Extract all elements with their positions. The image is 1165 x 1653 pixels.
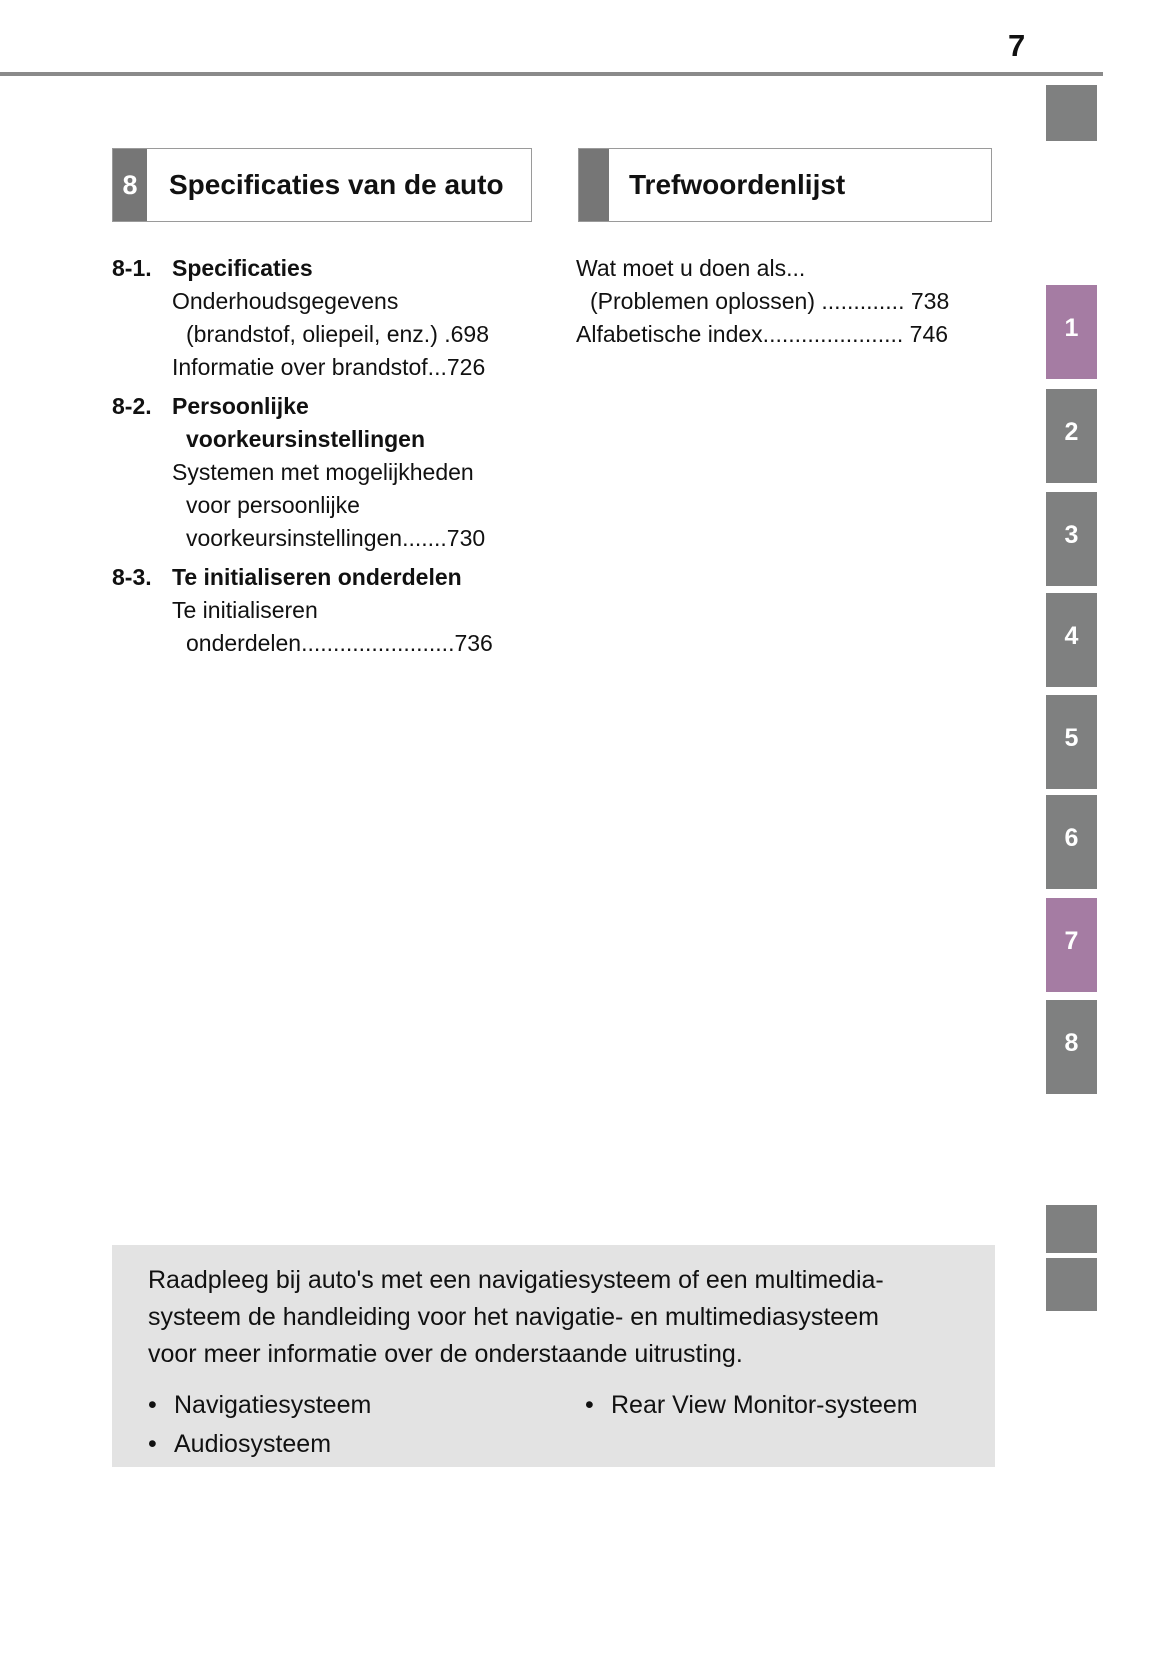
bullet-label: Audiosysteem bbox=[174, 1430, 332, 1458]
notice-bullet-column-right bbox=[585, 1386, 918, 1464]
toc-section-8-1 bbox=[112, 252, 542, 384]
notice-bullet-column-left bbox=[148, 1386, 585, 1464]
chapter-tab-5: 5 bbox=[1046, 695, 1097, 789]
toc-entry: onderdelen........................736 bbox=[186, 630, 493, 656]
toc-entry: Wat moet u doen als... bbox=[576, 255, 806, 281]
chapter-tab-2: 2 bbox=[1046, 389, 1097, 483]
toc-entry: Systemen met mogelijkheden bbox=[172, 459, 474, 485]
toc-entry: (Problemen oplossen) ............. 738 bbox=[590, 288, 950, 314]
toc-section-title-cont: voorkeursinstellingen bbox=[186, 426, 426, 452]
bullet-item bbox=[585, 1386, 918, 1425]
tab-spacer-bottom-2 bbox=[1046, 1258, 1097, 1311]
chapter-tab-strip bbox=[1046, 0, 1097, 1653]
toc-entry: (brandstof, oliepeil, enz.) .698 bbox=[186, 321, 490, 347]
chapter-number-badge: 8 bbox=[113, 149, 147, 221]
toc-section-8-2 bbox=[112, 390, 542, 555]
notice-line: Raadpleeg bij auto's met een navigatiesysteem of een multimedia- bbox=[148, 1266, 884, 1294]
notice-line: voor meer informatie over de onderstaande uitrusting. bbox=[148, 1340, 743, 1368]
tab-spacer-top bbox=[1046, 85, 1097, 141]
index-header-accent-bar bbox=[579, 149, 609, 221]
top-rule bbox=[0, 72, 1103, 76]
toc-section-number: 8-2. bbox=[112, 393, 152, 419]
toc-section-8-3 bbox=[112, 561, 542, 660]
bullet-label: Rear View Monitor-systeem bbox=[611, 1391, 918, 1419]
notice-line: systeem de handleiding voor het navigatie- en multimediasysteem bbox=[148, 1303, 879, 1331]
chapter-tab-7: 7 bbox=[1046, 898, 1097, 992]
notice-bullet-lists bbox=[148, 1386, 995, 1464]
bullet-item bbox=[148, 1425, 585, 1464]
chapter-toc bbox=[112, 252, 542, 660]
bullet-label: Navigatiesysteem bbox=[174, 1391, 372, 1419]
notice-box bbox=[112, 1245, 995, 1467]
chapter-header-title: Specificaties van de auto bbox=[169, 169, 504, 200]
bullet-icon: • bbox=[148, 1391, 157, 1419]
toc-entry: voorkeursinstellingen.......730 bbox=[186, 525, 486, 551]
chapter-tab-4: 4 bbox=[1046, 593, 1097, 687]
toc-section-number: 8-3. bbox=[112, 564, 152, 590]
chapter-tab-6: 6 bbox=[1046, 795, 1097, 889]
index-header-box bbox=[578, 148, 992, 222]
toc-entry: Informatie over brandstof...726 bbox=[172, 354, 486, 380]
index-toc bbox=[576, 252, 996, 351]
tab-spacer-bottom-1 bbox=[1046, 1205, 1097, 1253]
chapter-tab-8: 8 bbox=[1046, 1000, 1097, 1094]
toc-section-number: 8-1. bbox=[112, 255, 152, 281]
chapter-header-box bbox=[112, 148, 532, 222]
toc-section-title: Specificaties bbox=[172, 255, 313, 281]
toc-section-title: Persoonlijke bbox=[172, 393, 309, 419]
notice-paragraph bbox=[148, 1262, 995, 1373]
bullet-icon: • bbox=[148, 1430, 157, 1458]
toc-entry: Onderhoudsgegevens bbox=[172, 288, 399, 314]
page-number: 7 bbox=[1008, 28, 1026, 63]
toc-section-title: Te initialiseren onderdelen bbox=[172, 564, 462, 590]
index-header-title: Trefwoordenlijst bbox=[629, 169, 846, 200]
chapter-tab-1: 1 bbox=[1046, 285, 1097, 379]
bullet-icon: • bbox=[585, 1391, 594, 1419]
chapter-tab-3: 3 bbox=[1046, 492, 1097, 586]
toc-entry: Alfabetische index...................... 746 bbox=[576, 321, 949, 347]
toc-entry: Te initialiseren bbox=[172, 597, 318, 623]
bullet-item bbox=[148, 1386, 585, 1425]
toc-entry: voor persoonlijke bbox=[186, 492, 360, 518]
